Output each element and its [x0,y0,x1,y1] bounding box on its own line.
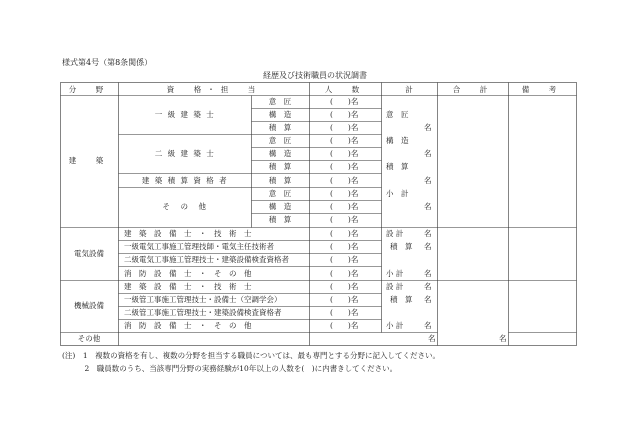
other-count-unit: 名 [428,334,436,343]
count-cell[interactable]: ( )名 [330,97,359,106]
count-cell[interactable]: ( )名 [330,189,359,198]
subtotal-unit: 名 [424,321,432,330]
role-estimate: 積 算 [268,123,292,132]
subtotal-unit: 名 [424,229,432,238]
qual-fire-other: 消 防 設 備 士 ・ そ の 他 [124,321,252,330]
grand-total-unit: 名 [499,334,507,343]
count-cell[interactable]: ( )名 [330,229,359,238]
role-structure: 構 造 [268,149,292,158]
note-1: (注) 1 複数の資格を有し、複数の分野を担当する職員については、最も専門とする分野に記入してください。 [62,351,440,360]
field-mechanical: 機械設備 [74,301,104,310]
count-cell[interactable]: ( )名 [330,162,359,171]
qual-estimator: 建 築 積 算 資 格 者 [141,176,229,185]
field-electrical: 電気設備 [74,249,104,258]
count-cell[interactable]: ( )名 [330,136,359,145]
header-count: 人 数 [324,85,366,94]
subtotal-design-label: 設 計 [386,229,404,238]
subtotal-unit: 名 [424,282,432,291]
field-architecture: 建 築 [68,156,110,165]
qual-elec-first: 一級電気工事施工管理技師・電気主任技術者 [124,242,274,251]
qual-other: そ の 他 [162,202,208,211]
count-cell[interactable]: ( )名 [330,149,359,158]
subtotal-estimate-label: 積 算 [390,242,413,251]
subtotal-structure-label: 構 造 [386,136,409,145]
role-structure: 構 造 [268,110,292,119]
document-title: 経歴及び技術職員の状況調書 [263,71,367,80]
role-design: 意 匠 [268,136,292,145]
count-cell[interactable]: ( )名 [330,308,359,317]
field-other: その他 [77,334,101,343]
qual-elec-second: 二級電気工事施工管理技士・建築設備検査資格者 [124,255,289,264]
subtotal-unit: 名 [424,242,432,251]
qual-first-class-architect: 一 級 建 築 士 [154,110,216,119]
header-qualification: 資 格・担 当 [166,85,262,94]
count-cell[interactable]: ( )名 [330,202,359,211]
form-number: 様式第4号（第8条関係） [62,58,153,67]
subtotal-unit: 名 [424,149,432,158]
header-grand-total: 合 計 [452,85,494,94]
count-cell[interactable]: ( )名 [330,176,359,185]
header-field: 分 野 [68,85,110,94]
qual-fire-other: 消 防 設 備 士 ・ そ の 他 [124,269,252,278]
subtotal-estimate-label: 積 算 [390,295,413,304]
subtotal-unit: 名 [424,123,432,132]
header-total: 計 [405,85,413,94]
count-cell[interactable]: ( )名 [330,215,359,224]
subtotal-unit: 名 [424,295,432,304]
subtotal-unit: 名 [424,269,432,278]
qual-equipment-engineer: 建 築 設 備 士 ・ 技 術 士 [124,282,252,291]
subtotal-label: 小 計 [386,189,409,198]
role-estimate: 積 算 [268,215,292,224]
subtotal-design-label: 設 計 [386,282,404,291]
qual-mech-second: 二級管工事施工管理技士・建築設備検査資格者 [124,308,282,317]
subtotal-design-label: 意 匠 [386,110,409,119]
count-cell[interactable]: ( )名 [330,295,359,304]
qual-equipment-engineer: 建 築 設 備 士 ・ 技 術 士 [124,229,252,238]
note-2: 2 職員数のうち、当該専門分野の実務経験が10年以上の人数を( )に内書きしてください。 [62,364,398,373]
subtotal-label: 小 計 [386,269,404,278]
count-cell[interactable]: ( )名 [330,242,359,251]
count-cell[interactable]: ( )名 [330,110,359,119]
role-estimate: 積 算 [268,176,292,185]
qual-mech-first: 一級管工事施工管理技士・設備士（空調学会） [124,295,282,304]
subtotal-unit: 名 [424,202,432,211]
role-design: 意 匠 [268,97,292,106]
count-cell[interactable]: ( )名 [330,269,359,278]
header-remarks: 備 考 [521,85,563,94]
count-cell[interactable]: ( )名 [330,123,359,132]
role-estimate: 積 算 [268,162,292,171]
subtotal-label: 小 計 [386,321,404,330]
subtotal-unit: 名 [424,176,432,185]
count-cell[interactable]: ( )名 [330,282,359,291]
role-structure: 構 造 [268,202,292,211]
count-cell[interactable]: ( )名 [330,255,359,264]
count-cell[interactable]: ( )名 [330,321,359,330]
role-design: 意 匠 [268,189,292,198]
qual-second-class-architect: 二 級 建 築 士 [154,149,216,158]
subtotal-estimate-label: 積 算 [386,162,409,171]
